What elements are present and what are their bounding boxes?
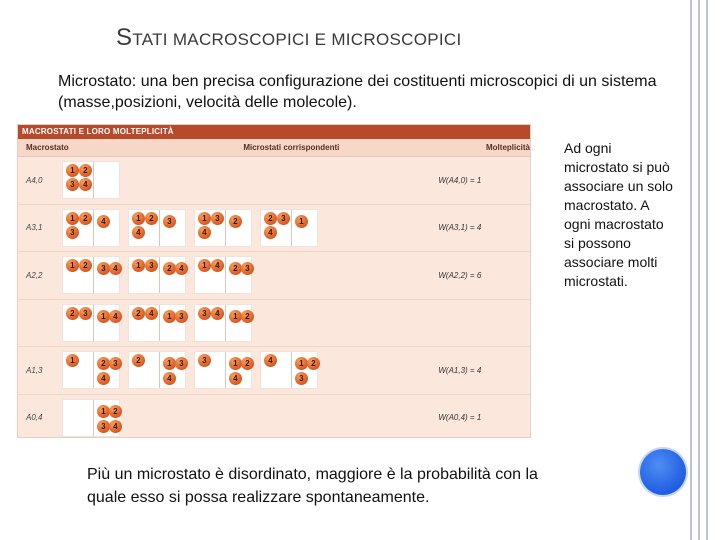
slide-title xyxy=(116,24,461,52)
box-divider xyxy=(93,210,94,246)
molecule-ball: 3 xyxy=(198,354,211,367)
microstates-group xyxy=(62,256,431,294)
molecule-ball: 4 xyxy=(211,307,224,320)
molecule-ball: 3 xyxy=(66,178,79,191)
molecule-ball: 4 xyxy=(264,226,277,239)
molecule-ball: 2 xyxy=(66,307,79,320)
right-border-line xyxy=(690,0,692,540)
bottom-note: Più un microstato è disordinato, maggiore è la probabilità con la quale esso si possa realizzare spontaneamente. xyxy=(87,466,538,506)
molecule-ball: 4 xyxy=(145,307,158,320)
molecule-ball: 1 xyxy=(132,212,145,225)
molecule-ball: 3 xyxy=(277,212,290,225)
box-divider xyxy=(225,210,226,246)
title-text-2: MICROSCOPICI xyxy=(331,30,462,49)
molecule-ball: 3 xyxy=(97,420,110,433)
header-molteplicita: Molteplicità xyxy=(486,143,531,152)
molecule-ball: 2 xyxy=(264,212,277,225)
molecule-ball: 2 xyxy=(241,357,254,370)
microstate-box xyxy=(128,351,186,389)
molecule-ball: 1 xyxy=(66,164,79,177)
molecule-ball: 3 xyxy=(163,215,176,228)
molecule-ball: 4 xyxy=(198,226,211,239)
molecule-ball: 3 xyxy=(175,310,188,323)
molecule-ball: 2 xyxy=(79,212,92,225)
microstates-group xyxy=(62,161,431,199)
right-border-line-2 xyxy=(698,0,700,540)
molecule-ball: 3 xyxy=(66,226,79,239)
figure-header xyxy=(18,139,530,157)
microstate-box xyxy=(128,304,186,342)
figure-row xyxy=(18,300,530,348)
macrostate-label: A3,1 xyxy=(26,223,43,233)
box-divider xyxy=(159,210,160,246)
microstate-box xyxy=(62,209,120,247)
box-divider xyxy=(93,352,94,388)
molecule-ball: 3 xyxy=(97,262,110,275)
molecule-ball: 1 xyxy=(97,405,110,418)
title-text: TATI MACROSCOPICI E xyxy=(132,30,332,49)
molecule-ball: 1 xyxy=(229,310,242,323)
box-divider xyxy=(93,162,94,198)
figure-rows xyxy=(18,157,530,438)
box-divider xyxy=(159,257,160,293)
molecule-ball: 1 xyxy=(66,212,79,225)
molecule-ball: 3 xyxy=(109,357,122,370)
box-divider xyxy=(93,305,94,341)
molecule-ball: 4 xyxy=(163,372,176,385)
molecule-ball: 1 xyxy=(229,357,242,370)
box-divider xyxy=(225,305,226,341)
figure-row xyxy=(18,395,530,439)
molecule-ball: 1 xyxy=(97,310,110,323)
microstate-box xyxy=(128,209,186,247)
intro-text: Microstato: una ben precisa configurazione dei costituenti microscopici di un sistema (masse,posizioni, velocità delle molecole). xyxy=(58,73,657,111)
microstate-box xyxy=(62,351,120,389)
box-divider xyxy=(291,352,292,388)
figure-row xyxy=(18,347,530,395)
figure-row xyxy=(18,157,530,205)
molecule-ball: 1 xyxy=(295,357,308,370)
box-divider xyxy=(225,352,226,388)
multiplicity-value: W(A0,4) = 1 xyxy=(438,413,482,423)
molecule-ball: 3 xyxy=(295,372,308,385)
title-initial: S xyxy=(116,24,133,51)
molecule-ball: 1 xyxy=(163,310,176,323)
box-divider xyxy=(225,257,226,293)
molecule-ball: 2 xyxy=(163,262,176,275)
box-divider xyxy=(93,257,94,293)
microstates-group xyxy=(62,209,431,247)
molecule-ball: 1 xyxy=(198,212,211,225)
figure-row xyxy=(18,205,530,253)
molecule-ball: 2 xyxy=(97,357,110,370)
molecule-ball: 3 xyxy=(198,307,211,320)
molecule-ball: 3 xyxy=(211,212,224,225)
macrostate-label: A4,0 xyxy=(26,175,43,185)
molecule-ball: 3 xyxy=(79,307,92,320)
microstate-box xyxy=(194,351,252,389)
multiplicity-value: W(A4,0) = 1 xyxy=(438,175,482,185)
molecule-ball: 3 xyxy=(175,357,188,370)
microstate-box xyxy=(194,209,252,247)
box-divider xyxy=(159,305,160,341)
molecule-ball: 2 xyxy=(145,212,158,225)
box-divider xyxy=(93,400,94,436)
molecule-ball: 4 xyxy=(79,178,92,191)
macrostate-label: A2,2 xyxy=(26,270,43,280)
macrostate-label: A1,3 xyxy=(26,365,43,375)
header-macrostato: Macrostato xyxy=(26,143,69,152)
macrostate-label: A0,4 xyxy=(26,413,43,423)
multiplicity-value: W(A1,3) = 4 xyxy=(438,365,482,375)
side-note: Ad ogni microstato si può associare un solo macrostato. A ogni macrostato si possono associare molti microstati. xyxy=(564,140,673,289)
multiplicity-value: W(A3,1) = 4 xyxy=(438,223,482,233)
molecule-ball: 4 xyxy=(97,215,110,228)
molecule-ball: 2 xyxy=(79,164,92,177)
microstate-box xyxy=(62,256,120,294)
molecule-ball: 2 xyxy=(229,262,242,275)
molecule-ball: 2 xyxy=(241,310,254,323)
microstate-box xyxy=(194,256,252,294)
microstate-box xyxy=(128,256,186,294)
microstate-box xyxy=(260,351,318,389)
microstate-box xyxy=(194,304,252,342)
header-microstati: Microstati corrispondenti xyxy=(243,143,340,152)
molecule-ball: 2 xyxy=(79,259,92,272)
figure-row xyxy=(18,252,530,300)
blue-circle-decoration xyxy=(640,449,686,495)
molecule-ball: 2 xyxy=(132,354,145,367)
molecule-ball: 4 xyxy=(211,259,224,272)
molecule-ball: 2 xyxy=(229,215,242,228)
molecule-ball: 2 xyxy=(132,307,145,320)
multiplicity-value: W(A2,2) = 6 xyxy=(438,270,482,280)
microstates-group xyxy=(62,351,431,389)
molecule-ball: 1 xyxy=(66,354,79,367)
microstates-group xyxy=(62,304,431,342)
molecule-ball: 3 xyxy=(145,259,158,272)
molecule-ball: 4 xyxy=(109,420,122,433)
microstate-box xyxy=(62,304,120,342)
molecule-ball: 2 xyxy=(109,405,122,418)
molecule-ball: 4 xyxy=(132,226,145,239)
microstate-box xyxy=(62,399,120,437)
microstate-box xyxy=(260,209,318,247)
molecule-ball: 1 xyxy=(198,259,211,272)
molecule-ball: 4 xyxy=(97,372,110,385)
molecule-ball: 1 xyxy=(66,259,79,272)
box-divider xyxy=(291,210,292,246)
molecule-ball: 2 xyxy=(307,357,320,370)
microstates-group xyxy=(62,399,431,437)
molecule-ball: 1 xyxy=(132,259,145,272)
box-divider xyxy=(159,352,160,388)
molecule-ball: 4 xyxy=(109,262,122,275)
molecule-ball: 1 xyxy=(163,357,176,370)
figure-title: MACROSTATI E LORO MOLTEPLICITÀ xyxy=(18,125,530,139)
molecule-ball: 4 xyxy=(109,310,122,323)
microstate-box xyxy=(62,161,120,199)
molecule-ball: 3 xyxy=(241,262,254,275)
right-border-line-3 xyxy=(706,0,708,540)
molecule-ball: 4 xyxy=(229,372,242,385)
macrostates-figure xyxy=(17,124,531,438)
molecule-ball: 4 xyxy=(264,354,277,367)
molecule-ball: 1 xyxy=(295,215,308,228)
molecule-ball: 4 xyxy=(175,262,188,275)
